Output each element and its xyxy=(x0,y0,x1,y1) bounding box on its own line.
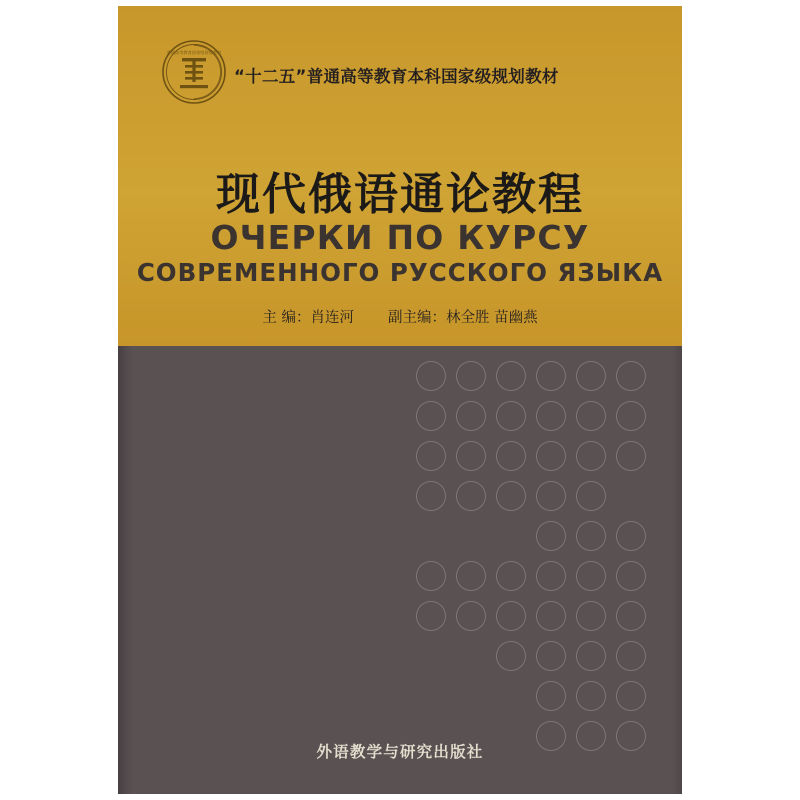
dot-grid-circle xyxy=(576,441,606,471)
publisher-emblem-icon xyxy=(160,38,228,106)
dot-grid-circle xyxy=(576,521,606,551)
dot-grid-circle xyxy=(616,681,646,711)
dot-grid-circle xyxy=(576,561,606,591)
dot-grid-circle xyxy=(576,481,606,511)
dot-grid-circle xyxy=(616,561,646,591)
dot-grid-circle xyxy=(496,441,526,471)
book-title-russian-line2: СОВРЕМЕННОГО РУССКОГО ЯЗЫКА xyxy=(136,258,664,287)
dot-grid-circle xyxy=(576,361,606,391)
dot-grid-circle xyxy=(616,641,646,671)
publisher-name: 外语教学与研究出版社 xyxy=(316,743,484,761)
dot-grid-circle xyxy=(416,441,446,471)
dot-grid-circle xyxy=(456,601,486,631)
dot-grid-circle xyxy=(496,401,526,431)
dot-grid-circle xyxy=(536,481,566,511)
dot-grid-circle xyxy=(536,681,566,711)
dot-grid-circle xyxy=(536,441,566,471)
dot-grid-circle xyxy=(496,361,526,391)
dot-grid-circle xyxy=(576,401,606,431)
dot-grid-circle xyxy=(416,401,446,431)
dot-grid-circle xyxy=(456,361,486,391)
dot-grid-circle xyxy=(576,641,606,671)
dot-grid-circle xyxy=(536,401,566,431)
book-title-chinese: 现代俄语通论教程 xyxy=(216,169,584,220)
dot-grid-circle xyxy=(456,441,486,471)
dot-grid-circle xyxy=(536,361,566,391)
dot-grid-circle xyxy=(496,601,526,631)
dot-grid-circle xyxy=(576,601,606,631)
dot-grid-circle xyxy=(496,561,526,591)
dot-grid-circle xyxy=(496,481,526,511)
dot-grid-circle xyxy=(416,481,446,511)
dot-grid-circle xyxy=(496,641,526,671)
author-credits xyxy=(118,306,682,327)
svg-text:普通高等教育国家级规划教材: 普通高等教育国家级规划教材 xyxy=(166,50,222,55)
dot-grid-circle xyxy=(536,601,566,631)
dot-grid-circle xyxy=(536,641,566,671)
dot-grid-circle xyxy=(616,601,646,631)
cover-top-panel xyxy=(118,6,682,346)
dot-grid-circle xyxy=(616,361,646,391)
dot-grid-circle xyxy=(456,481,486,511)
dot-grid-circle xyxy=(576,681,606,711)
dot-grid-circle xyxy=(616,441,646,471)
dot-grid-circle xyxy=(416,561,446,591)
dot-grid-circle xyxy=(536,521,566,551)
dot-grid-circle xyxy=(536,561,566,591)
dot-grid-circle xyxy=(616,401,646,431)
dot-grid-circle xyxy=(416,601,446,631)
decorative-dot-grid xyxy=(416,361,656,711)
dot-grid-circle xyxy=(456,561,486,591)
dot-grid-circle xyxy=(456,401,486,431)
series-badge-text: “十二五”普通高等教育本科国家级规划教材 xyxy=(234,67,559,86)
dot-grid-circle xyxy=(416,361,446,391)
chief-editor-credit: 主 编：肖连河 xyxy=(262,310,354,326)
book-title-russian-line1: ОЧЕРКИ ПО КУРСУ xyxy=(210,218,590,257)
book-cover xyxy=(118,6,682,794)
associate-editor-credit: 副主编：林全胜 苗幽燕 xyxy=(388,310,538,326)
dot-grid-circle xyxy=(616,521,646,551)
